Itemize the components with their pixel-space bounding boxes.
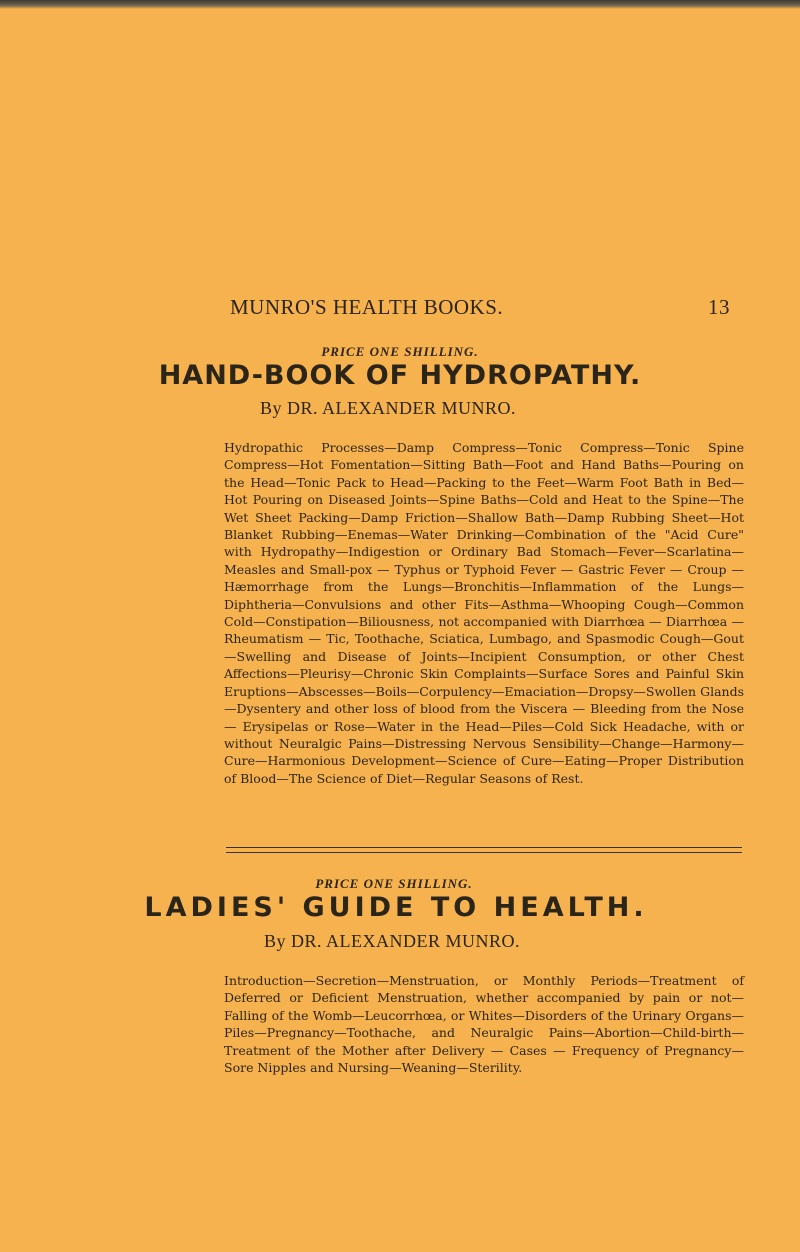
book1-contents: Hydropathic Processes—Damp Compress—Tonic Compress—Tonic Spine Compress—Hot Fomentation—Sitting Bath—Foot and Hand Baths—Pouring on the Head—Tonic Pack to Head—Packing to the Feet—Warm Foot Bath in Bed—Hot Pouring on Diseased Joints—Spine Baths—Cold and Heat to the Spine—The Wet Sheet Packing—Damp Friction—Shallow Bath—Damp Rubbing Sheet—Hot Blanket Rubbing—Enemas—Water Drinking—Combination of the "Acid Cure" with Hydropathy—Indigestion or Ordinary Bad Stomach—Fever—Scarlatina—Measles and Small-pox — Typhus or Typhoid Fever — Gastric Fever — Croup — Hæmorrhage from the Lungs—Bronchitis—Inflammation of the Lungs—Diphtheria—Convulsions and other Fits—Asthma—Whooping Cough—Common Cold—Constipation—Biliousness, not accompanied with Diarrhœa — Diarrhœa — Rheumatism — Tic, Toothache, Sciatica, Lumbago, and Spasmodic Cough—Gout—Swelling and Disease of Joints—Incipient Consumption, or other Chest Affections—Pleurisy—Chronic Skin Complaints—Surface Sores and Painful Skin Eruptions—Abscesses—Boils—Corpulency—Emaciation—Dropsy—Swollen Glands—Dysentery and other loss of blood from the Viscera — Bleeding from the Nose — Erysipelas or Rose—Water in the Head—Piles—Cold Sick Headache, with or without Neuralgic Pains—Distressing Nervous Sensibility—Change—Harmony—Cure—Harmonious Development—Science of Cure—Eating—Proper Distribution of Blood—The Science of Diet—Regular Seasons of Rest. [224, 440, 744, 786]
book1-price: PRICE ONE SHILLING. [321, 344, 479, 359]
book2-price: PRICE ONE SHILLING. [315, 876, 473, 891]
book1-author: By DR. ALEXANDER MUNRO. [259, 398, 516, 418]
book2-contents: Introduction—Secretion—Menstruation, or Monthly Periods—Treatment of Deferred or Deficient Menstruation, whether accompanied by pain or not—Falling of the Womb—Leucorrhœa, or Whites—Disorders of the Urinary Organs—Piles—Pregnancy—Toothache, and Neuralgic Pains—Abortion—Child-birth—Treatment of the Mother after Delivery — Cases — Frequency of Pregnancy—Sore Nipples and Nursing—Weaning—Sterility. [224, 973, 744, 1076]
section-divider [226, 847, 742, 853]
running-head [230, 295, 730, 323]
page-number: 13 [708, 295, 730, 319]
running-head-title: MUNRO'S HEALTH BOOKS. [230, 295, 504, 319]
book1-title: HAND-BOOK OF HYDROPATHY. [158, 360, 642, 391]
book2-title: LADIES' GUIDE TO HEALTH. [144, 892, 648, 923]
book2-author: By DR. ALEXANDER MUNRO. [263, 931, 520, 951]
